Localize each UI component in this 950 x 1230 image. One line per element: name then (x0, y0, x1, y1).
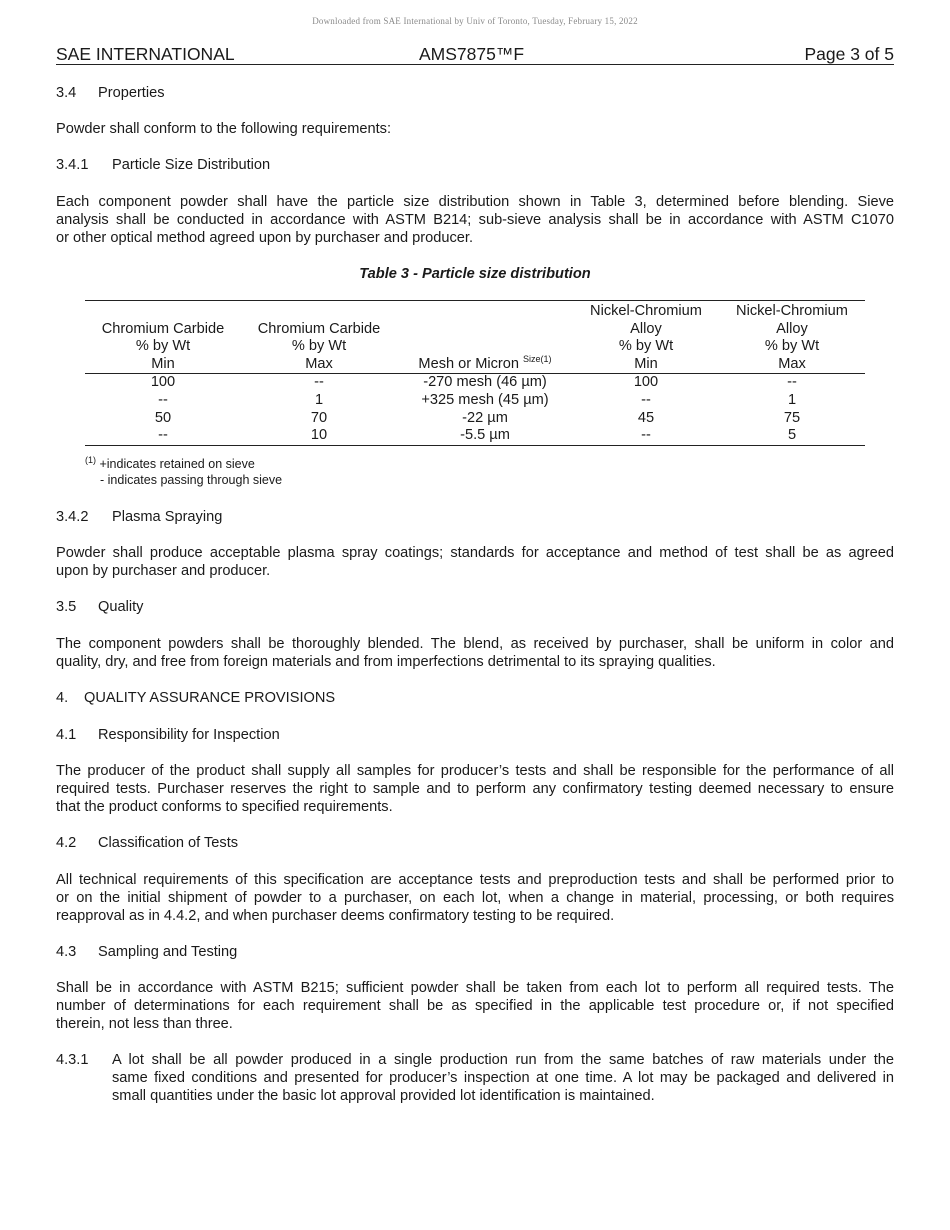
section-number: 4.3.1 (56, 1052, 89, 1068)
header-cell: Nickel-Chromium (573, 301, 719, 321)
header-cell (397, 301, 573, 321)
section-number: 4.1 (56, 727, 77, 743)
table-cell: -270 mesh (46 µm) (423, 374, 547, 391)
body-line: Powder shall produce acceptable plasma spray coatings; standards for acceptance and method of test shall be as agreed (56, 545, 894, 561)
table-row (85, 427, 865, 445)
header-cell: % by Wt (291, 338, 347, 355)
table-cell: -- (314, 374, 324, 391)
body-line: quality, dry, and free from foreign materials and from imperfections detrimental to its spraying qualities. (56, 654, 716, 670)
download-notice: Downloaded from SAE International by Univ of Toronto, Tuesday, February 15, 2022 (312, 16, 638, 26)
section-title: Sampling and Testing (98, 944, 238, 960)
table-cell: 5 (719, 427, 865, 445)
header-cell (397, 321, 573, 339)
section-number: 4.3 (56, 944, 77, 960)
section-title: Classification of Tests (98, 835, 239, 851)
body-line: or other optical method agreed upon by purchaser and producer. (56, 230, 474, 246)
section-number: 3.4.1 (56, 157, 89, 173)
table-cell: 70 (310, 409, 328, 426)
table-cell: -5.5 µm (397, 427, 573, 445)
header-cell: Alloy (630, 320, 662, 337)
section-4-1-body (56, 762, 894, 816)
table-header-row (85, 338, 865, 356)
section-number: 3.4.2 (56, 509, 89, 525)
table-cell: 100 (633, 374, 659, 391)
header-cell: Max (719, 356, 865, 374)
header-cell (85, 301, 241, 321)
footnote-superscript: Size(1) (523, 353, 552, 364)
header-cell: Max (241, 356, 397, 374)
body-line: reapproval as in 4.4.2, and when purchaser deems confirmatory testing to be required. (56, 908, 615, 924)
footnote-text: +indicates retained on sieve (99, 457, 255, 471)
section-3-4-2-body (56, 544, 894, 580)
section-number: 3.5 (56, 599, 77, 615)
section-4-3-1 (56, 1051, 894, 1107)
table-footnote (85, 456, 282, 488)
header-cell: Chromium Carbide (257, 320, 381, 337)
table-cell: 1 (787, 391, 797, 408)
section-number: 3.4 (56, 85, 77, 101)
section-number: 4.2 (56, 835, 77, 851)
section-3-5-body (56, 635, 894, 671)
table-cell: -- (158, 391, 168, 408)
body-line: same fixed conditions and presented for producer’s inspection at one time. A lot may be packaged and delivered in (112, 1070, 894, 1086)
header-cell: Min (85, 356, 241, 374)
section-3-4-heading (56, 84, 165, 102)
section-4-3-1-body (112, 1051, 894, 1105)
section-4-3-heading (56, 943, 237, 961)
particle-size-table (85, 300, 865, 446)
section-4-2-body (56, 871, 894, 925)
section-title: QUALITY ASSURANCE PROVISIONS (84, 690, 336, 706)
table-row (85, 392, 865, 410)
body-line: All technical requirements of this specification are acceptance tests and preproduction tests and shall be performed prior to (56, 872, 894, 888)
header-org: SAE INTERNATIONAL (56, 44, 235, 64)
table-cell: -- (85, 427, 241, 445)
body-line: therein, not less than three. (56, 1016, 233, 1032)
header-cell (397, 353, 573, 374)
footnote-line (85, 456, 282, 472)
body-line: or on the initial shipment of powder to a purchaser, on each lot, when a change in material, processing, or both requires (56, 890, 894, 906)
section-4-2-heading (56, 834, 238, 852)
body-line: The component powders shall be thoroughly blended. The blend, as received by purchaser, shall be uniform in color and (56, 636, 894, 652)
table-cell: 1 (314, 391, 324, 408)
section-4-heading (56, 689, 335, 707)
table-cell: -- (573, 427, 719, 445)
section-3-5-heading (56, 598, 143, 616)
table-cell: 10 (241, 427, 397, 445)
header-cell: Chromium Carbide (101, 320, 225, 337)
section-title: Quality (98, 599, 144, 615)
table-cell: 50 (154, 409, 172, 426)
table-caption: Table 3 - Particle size distribution (359, 266, 591, 282)
header-doc-number: AMS7875™F (419, 44, 525, 64)
header-cell: Alloy (776, 320, 808, 337)
header-cell: % by Wt (764, 338, 820, 355)
body-line: Shall be in accordance with ASTM B215; sufficient powder shall be taken from each lot to perform all required tests. The (56, 980, 894, 996)
header-page-number: Page 3 of 5 (804, 44, 894, 64)
table-cell: 45 (637, 409, 655, 426)
section-3-4-1-body (56, 193, 894, 247)
table-header-row (85, 356, 865, 374)
header-cell: Min (573, 356, 719, 374)
page-header (56, 44, 894, 65)
body-line: required tests. Purchaser reserves the right to sample and to perform any confirmatory testing deemed necessary to ensure (56, 781, 894, 797)
table-cell: -- (787, 374, 797, 391)
section-number: 4. (56, 690, 69, 706)
table-cell: 75 (783, 409, 801, 426)
section-3-4-intro: Powder shall conform to the following requirements: (56, 121, 392, 137)
header-cell (241, 301, 397, 321)
section-title: Particle Size Distribution (112, 157, 271, 173)
header-cell: % by Wt (618, 338, 674, 355)
table-row (85, 410, 865, 428)
table-cell: -22 µm (462, 409, 508, 426)
section-title: Plasma Spraying (112, 509, 223, 525)
header-cell: Nickel-Chromium (719, 301, 865, 321)
section-4-3-body (56, 979, 894, 1033)
footnote-mark: (1) (85, 454, 96, 465)
table-header-row (85, 321, 865, 339)
body-line: small quantities under the basic lot approval provided lot identification is maintained. (112, 1088, 655, 1104)
body-line: A lot shall be all powder produced in a single production run from the same batches of raw materials under the (112, 1052, 894, 1068)
table-cell: +325 mesh (45 µm) (421, 391, 549, 408)
table-cell: 100 (150, 374, 176, 391)
section-4-1-heading (56, 726, 280, 744)
header-cell-text: Mesh or Micron (418, 355, 519, 372)
section-3-4-2-heading (56, 508, 222, 526)
body-line: number of determinations for each requirement shall be as specified in the applicable test procedure or, if not specified (56, 998, 894, 1014)
body-line: upon by purchaser and producer. (56, 563, 271, 579)
body-line: analysis shall be conducted in accordance with ASTM B214; sub-sieve analysis shall be in accordance with ASTM C1070 (56, 212, 894, 228)
header-cell: % by Wt (135, 338, 191, 355)
table-cell: -- (641, 391, 651, 408)
section-title: Properties (98, 85, 165, 101)
table-row (85, 374, 865, 392)
section-3-4-1-heading (56, 156, 270, 174)
footnote-line: - indicates passing through sieve (100, 473, 283, 487)
body-line: that the product conforms to specified requirements. (56, 799, 393, 815)
body-line: The producer of the product shall supply all samples for producer’s tests and shall be responsible for the performance of all (56, 763, 894, 779)
table-header-row (85, 301, 865, 321)
section-title: Responsibility for Inspection (98, 727, 280, 743)
body-line: Each component powder shall have the particle size distribution shown in Table 3, determined before blending. Sieve (56, 194, 894, 210)
